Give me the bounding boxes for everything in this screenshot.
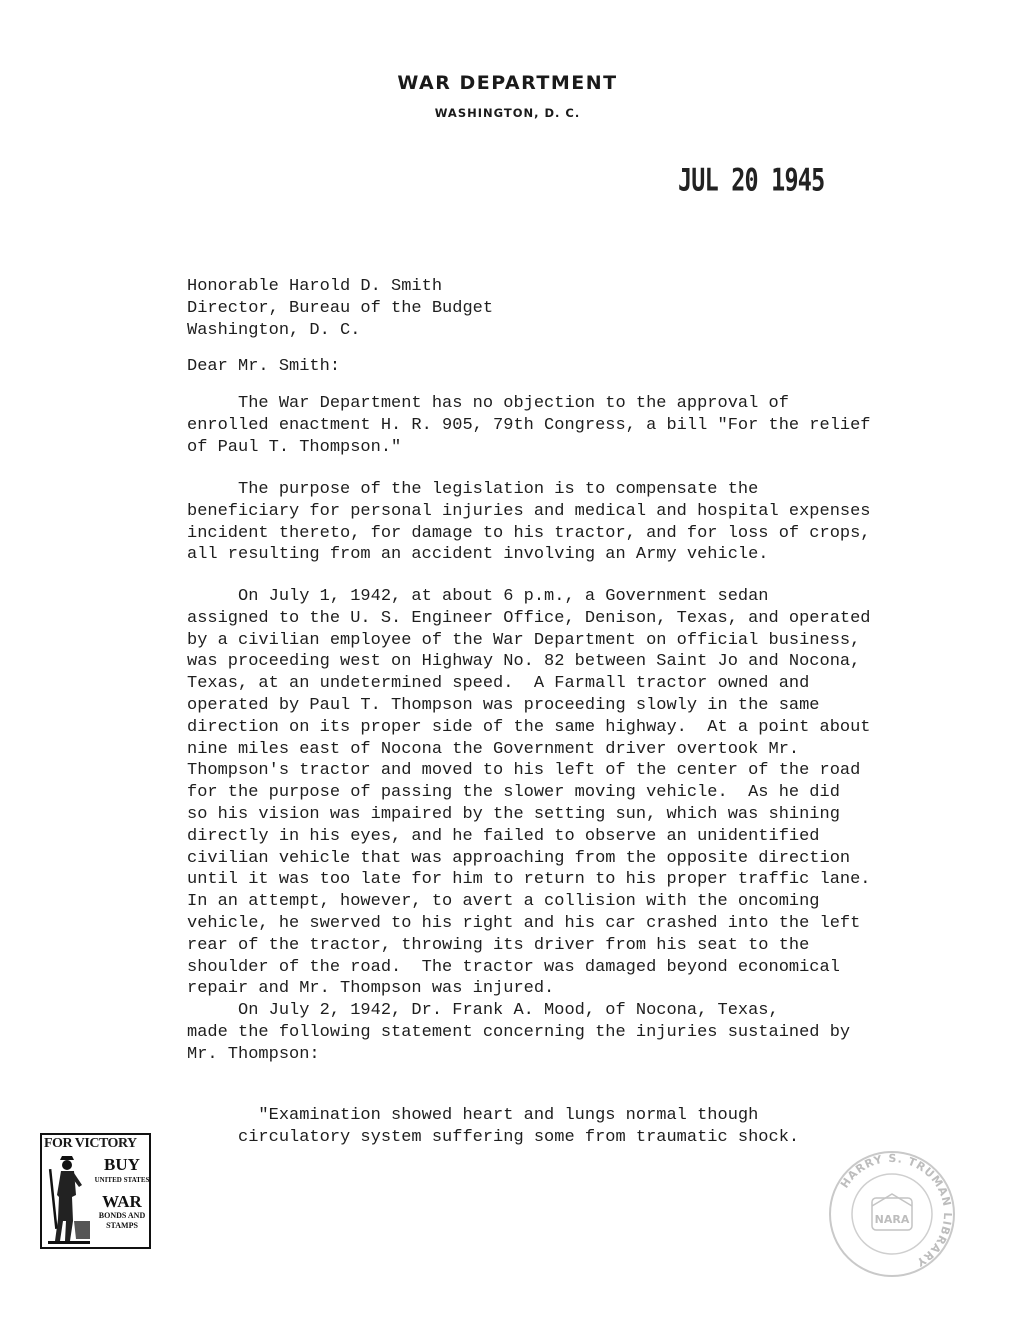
- minuteman-icon: [46, 1151, 92, 1245]
- war-bonds-badge: [40, 1133, 151, 1249]
- text-line: civilian vehicle that was approaching from the opposite direction: [187, 848, 851, 868]
- badge-bonds-stamps: BONDS AND STAMPS: [98, 1211, 146, 1230]
- text-line: On July 1, 1942, at about 6 p.m., a Government sedan: [187, 587, 769, 606]
- address-line: Director, Bureau of the Budget: [187, 298, 494, 318]
- date-stamp: JUL 20 1945: [678, 162, 825, 199]
- text-line: was proceeding west on Highway No. 82 between Saint Jo and Nocona,: [187, 652, 861, 672]
- badge-slogan: FOR VICTORY: [44, 1136, 137, 1151]
- text-line: rear of the tractor, throwing its driver from his seat to the: [187, 935, 810, 955]
- text-line: operated by Paul T. Thompson was proceeding slowly in the same: [187, 695, 820, 715]
- text-line: Thompson's tractor and moved to his left of the center of the road: [187, 761, 861, 781]
- paragraph-purpose: [187, 479, 871, 566]
- text-line: for the purpose of passing the slower moving vehicle. As he did: [187, 783, 840, 803]
- library-seal-icon: [822, 1148, 962, 1280]
- text-line: assigned to the U. S. Engineer Office, Denison, Texas, and operated: [187, 608, 871, 628]
- text-line: beneficiary for personal injuries and medical and hospital expenses: [187, 501, 871, 521]
- text-line: The purpose of the legislation is to compensate the: [187, 480, 759, 499]
- text-line: of Paul T. Thompson.": [187, 437, 402, 457]
- text-line: directly in his eyes, and he failed to observe an unidentified: [187, 826, 820, 846]
- text-line: direction on its proper side of the same highway. At a point about: [187, 717, 871, 737]
- text-line: shoulder of the road. The tractor was damaged beyond economical: [187, 957, 840, 977]
- quoted-statement: [187, 1105, 799, 1149]
- text-line: made the following statement concerning the injuries sustained by: [187, 1022, 851, 1042]
- text-line: until it was too late for him to return to his proper traffic lane.: [187, 870, 871, 890]
- text-line: Mr. Thompson:: [187, 1044, 320, 1064]
- text-line: enrolled enactment H. R. 905, 79th Congress, a bill "For the relief: [187, 415, 871, 435]
- paragraph-approval: [187, 393, 871, 458]
- address-line: Washington, D. C.: [187, 320, 361, 340]
- badge-united-states: UNITED STATES: [94, 1176, 150, 1184]
- letterhead-location: WASHINGTON, D. C.: [434, 106, 581, 120]
- svg-text:HARRY S. TRUMAN LIBRARY: HARRY S. TRUMAN LIBRARY: [837, 1151, 955, 1270]
- text-line: The War Department has no objection to the approval of: [187, 394, 789, 413]
- letterhead-title: WAR DEPARTMENT: [397, 72, 618, 94]
- text-line: Texas, at an undetermined speed. A Farmall tractor owned and: [187, 674, 810, 694]
- text-line: incident thereto, for damage to his tractor, and for loss of crops,: [187, 523, 871, 543]
- address-line: Honorable Harold D. Smith: [187, 277, 443, 296]
- svg-text:NARA: NARA: [874, 1213, 910, 1226]
- text-line: nine miles east of Nocona the Government driver overtook Mr.: [187, 739, 800, 759]
- text-line: vehicle, he swerved to his right and his car crashed into the left: [187, 913, 861, 933]
- text-line: so his vision was impaired by the setting sun, which was shining: [187, 804, 840, 824]
- text-line: repair and Mr. Thompson was injured.: [187, 979, 555, 999]
- text-line: all resulting from an accident involving an Army vehicle.: [187, 545, 769, 565]
- badge-war: WAR: [102, 1192, 142, 1211]
- paragraph-statement: [187, 1000, 850, 1065]
- text-line: "Examination showed heart and lungs normal though: [187, 1106, 759, 1125]
- salutation: Dear Mr. Smith:: [187, 357, 341, 376]
- text-line: On July 2, 1942, Dr. Frank A. Mood, of Nocona, Texas,: [187, 1001, 779, 1020]
- text-line: by a civilian employee of the War Department on official business,: [187, 630, 861, 650]
- paragraph-accident: [187, 586, 871, 1000]
- text-line: circulatory system suffering some from traumatic shock.: [187, 1127, 800, 1147]
- recipient-address: [187, 276, 493, 341]
- badge-buy: BUY: [104, 1155, 140, 1174]
- text-line: In an attempt, however, to avert a collision with the oncoming: [187, 892, 820, 912]
